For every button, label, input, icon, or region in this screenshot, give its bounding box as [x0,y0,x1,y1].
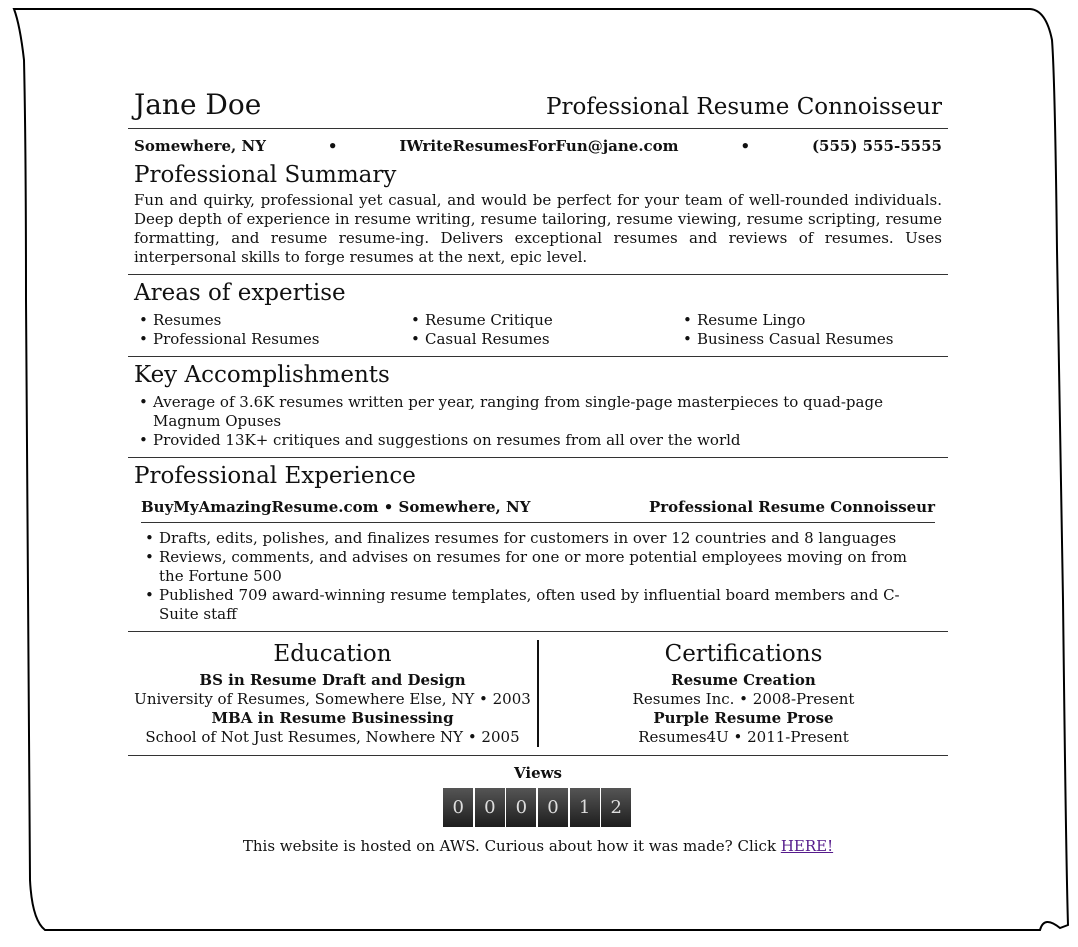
person-name: Jane Doe [134,88,262,121]
degree-name: BS in Resume Draft and Design [199,671,466,689]
degree-name: MBA in Resume Businessing [211,709,454,727]
experience-heading: Professional Experience [134,463,416,489]
contact-location: Somewhere, NY [134,137,266,155]
certification-detail: Resumes Inc. • 2008-Present [632,690,855,708]
job-role: Professional Resume Connoisseur [648,498,935,516]
counter-digit: 0 [538,788,568,827]
footer-text: This website is hosted on AWS. Curious about how it was made? Click [242,837,781,855]
job-header [141,498,935,523]
expertise-list [128,311,948,349]
contact-email: IWriteResumesForFun@jane.com [399,137,679,155]
job-company: BuyMyAmazingResume.com • Somewhere, NY [141,498,531,516]
list-item: • Casual Resumes [425,330,697,349]
view-counter [128,788,948,827]
counter-digit: 0 [506,788,536,827]
list-item: • Average of 3.6K resumes written per year, ranging from single-page masterpieces to quad-page Magnum Opuses [153,393,948,431]
accomplishments-list [128,393,948,450]
certification-detail: Resumes4U • 2011-Present [638,728,849,746]
aws-info-link[interactable]: HERE! [780,837,834,855]
contact-separator: • [740,137,751,155]
list-item: • Business Casual Resumes [697,330,969,349]
resume [128,88,948,855]
contact-phone: (555) 555-5555 [811,137,942,155]
job-title: Professional Resume Connoisseur [545,94,942,120]
degree-detail: School of Not Just Resumes, Nowhere NY • 2005 [145,728,520,746]
list-item: • Resume Lingo [697,311,969,330]
list-item: • Professional Resumes [153,330,425,349]
summary-heading: Professional Summary [134,162,397,188]
list-item: • Published 709 award-winning resume templates, often used by influential board members and C-Suite staff [159,586,935,624]
accomplishments-heading: Key Accomplishments [134,362,390,388]
list-item: • Resume Critique [425,311,697,330]
certification-name: Purple Resume Prose [653,709,834,727]
counter-digit: 1 [570,788,600,827]
views-label: Views [514,764,562,782]
expertise-heading: Areas of expertise [134,280,346,306]
education-heading: Education [273,641,392,667]
degree-detail: University of Resumes, Somewhere Else, NY • 2003 [134,690,531,708]
counter-digit: 0 [443,788,473,827]
education-column [128,640,539,747]
list-item: • Reviews, comments, and advises on resumes for one or more potential employees moving on from the Fortune 500 [159,548,935,586]
education-certifications [128,632,948,756]
certification-name: Resume Creation [671,671,816,689]
list-item: • Resumes [153,311,425,330]
counter-digit: 0 [475,788,505,827]
expertise-section [128,275,948,357]
counter-digit: 2 [601,788,631,827]
experience-section [128,458,948,632]
job-bullets [141,529,935,624]
summary-text: Fun and quirky, professional yet casual, and would be perfect for your team of well-rounded individuals. Deep depth of experience in resume writing, resume tailoring, resume viewing, resume scripting, resume formatting, and resume resume-ing. Delivers exceptional resumes and reviews of resumes. Uses interpersonal skills to forge resumes at the next, epic level. [128,189,948,275]
certifications-heading: Certifications [664,641,823,667]
list-item: • Drafts, edits, polishes, and finalizes resumes for customers in over 12 countries and 8 languages [159,529,935,548]
certifications-column [539,640,948,747]
contact-bar [128,129,948,161]
list-item: • Provided 13K+ critiques and suggestions on resumes from all over the world [153,431,948,450]
footer [128,837,948,855]
resume-header [128,88,948,129]
contact-separator: • [327,137,338,155]
accomplishments-section [128,357,948,458]
